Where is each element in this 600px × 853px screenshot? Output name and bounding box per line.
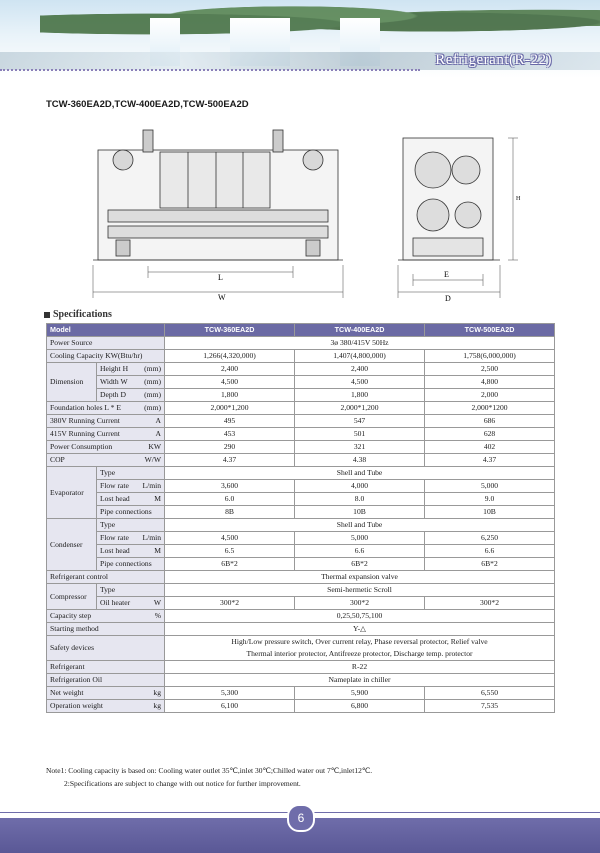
- cell-value: 501: [295, 428, 425, 441]
- cell-value: 6B*2: [295, 558, 425, 571]
- page-title: Refrigerant(R-22): [435, 52, 552, 68]
- table-row: [47, 623, 555, 636]
- cell-value: 4.37: [425, 454, 555, 467]
- table-row: [47, 636, 555, 661]
- group-label: Dimension: [47, 363, 97, 402]
- header-dotted-line: [0, 69, 420, 71]
- dim-label-D: D: [445, 294, 451, 303]
- table-row: [47, 389, 555, 402]
- cell-value: 6B*2: [165, 558, 295, 571]
- unit-text: A: [155, 429, 162, 438]
- cell-value: 2,000*1200: [425, 402, 555, 415]
- row-label-text: Power Consumption: [50, 442, 113, 451]
- group-label: Evaporator: [47, 467, 97, 519]
- cell-value: 2,000*1,200: [165, 402, 295, 415]
- section-title: Specifications: [53, 309, 112, 320]
- table-row: [47, 350, 555, 363]
- unit-text: (mm): [144, 364, 162, 373]
- sub-label-text: Flow rate: [100, 533, 129, 542]
- cell-value: 290: [165, 441, 295, 454]
- section-heading: [44, 309, 112, 320]
- cell-value: 495: [165, 415, 295, 428]
- table-row: [47, 467, 555, 480]
- sub-label: Pipe connections: [97, 558, 165, 571]
- cell-value: Nameplate in chiller: [165, 674, 555, 687]
- table-row: [47, 674, 555, 687]
- cell-value: 321: [295, 441, 425, 454]
- cell-value: 4,500: [295, 376, 425, 389]
- cell-value: 686: [425, 415, 555, 428]
- sub-label: [97, 532, 165, 545]
- cell-value: 628: [425, 428, 555, 441]
- row-label: Cooling Capacity KW(Btu/hr): [47, 350, 165, 363]
- row-label-text: 380V Running Current: [50, 416, 120, 425]
- dim-label-H: H: [516, 196, 521, 202]
- header-banner: [0, 0, 600, 78]
- cell-value: 6.6: [295, 545, 425, 558]
- cell-value: 4.38: [295, 454, 425, 467]
- cell-value: Y-△: [165, 623, 555, 636]
- sub-label: [97, 597, 165, 610]
- row-label: [47, 454, 165, 467]
- note-1: Note1: Cooling capacity is based on: Cooling water outlet 35℃,inlet 30℃;Chilled water out 7℃,inlet12℃.: [46, 766, 373, 775]
- safety-line-2: Thermal interior protector, Antifreeze protector, Discharge temp. protector: [246, 649, 473, 658]
- col-header-model-2: TCW-400EA2D: [295, 324, 425, 337]
- cell-value: 2,000: [425, 389, 555, 402]
- cell-value: Shell and Tube: [165, 519, 555, 532]
- table-row: [47, 493, 555, 506]
- table-row: [47, 687, 555, 700]
- cell-value: 2,400: [165, 363, 295, 376]
- table-row: [47, 376, 555, 389]
- row-label-text: Operation weight: [50, 701, 103, 710]
- cell-value: 300*2: [165, 597, 295, 610]
- cell-value: 402: [425, 441, 555, 454]
- unit-text: L/min: [142, 533, 162, 542]
- cell-value: 4.37: [165, 454, 295, 467]
- unit-text: L/min: [142, 481, 162, 490]
- unit-text: (mm): [144, 390, 162, 399]
- cell-value: 6.5: [165, 545, 295, 558]
- cell-value: 6,550: [425, 687, 555, 700]
- front-view: [93, 130, 343, 260]
- cell-value: 5,000: [295, 532, 425, 545]
- table-row: [47, 480, 555, 493]
- sub-label: Type: [97, 519, 165, 532]
- sub-label: Type: [97, 584, 165, 597]
- table-row: [47, 584, 555, 597]
- sub-label: [97, 363, 165, 376]
- bullet-square-icon: [44, 312, 50, 318]
- table-row: [47, 402, 555, 415]
- cell-value: 4,000: [295, 480, 425, 493]
- models-heading: TCW-360EA2D,TCW-400EA2D,TCW-500EA2D: [46, 99, 249, 110]
- sub-label: [97, 493, 165, 506]
- row-label: Refrigerant control: [47, 571, 165, 584]
- group-label: Condenser: [47, 519, 97, 571]
- table-row: [47, 363, 555, 376]
- sub-label-text: Oil heater: [100, 598, 131, 607]
- col-header-model-3: TCW-500EA2D: [425, 324, 555, 337]
- row-label: [47, 428, 165, 441]
- row-label-text: Net weight: [50, 688, 84, 697]
- table-row: [47, 337, 555, 350]
- sub-label: [97, 545, 165, 558]
- sub-label-text: Width W: [100, 377, 128, 386]
- row-label-text: COP: [50, 455, 65, 464]
- unit-text: %: [154, 611, 162, 620]
- cell-value: R-22: [165, 661, 555, 674]
- table-row: [47, 597, 555, 610]
- row-label: [47, 441, 165, 454]
- sub-label: [97, 480, 165, 493]
- unit-text: M: [154, 494, 162, 503]
- sub-label-text: Lost head: [100, 546, 130, 555]
- cell-value: 4,500: [165, 376, 295, 389]
- cell-value: 6,250: [425, 532, 555, 545]
- cell-value: 0,25,50,75,100: [165, 610, 555, 623]
- row-label: Safety devices: [47, 636, 165, 661]
- unit-text: A: [155, 416, 162, 425]
- notes: [46, 764, 372, 790]
- cell-value: 6.6: [425, 545, 555, 558]
- row-label: Refrigeration Oil: [47, 674, 165, 687]
- cell-value: 2,000*1,200: [295, 402, 425, 415]
- table-row: [47, 571, 555, 584]
- safety-line-1: High/Low pressure switch, Over current relay, Phase reversal protector, Relief valve: [231, 637, 488, 646]
- table-row: [47, 415, 555, 428]
- row-label-text: Capacity step: [50, 611, 92, 620]
- table-row: [47, 545, 555, 558]
- table-row: [47, 558, 555, 571]
- table-row: [47, 506, 555, 519]
- table-row: [47, 519, 555, 532]
- page-number: 6: [287, 804, 315, 832]
- cell-value: 10B: [425, 506, 555, 519]
- col-header-model: Model: [47, 324, 165, 337]
- row-label: [47, 610, 165, 623]
- cell-value: 6B*2: [425, 558, 555, 571]
- cell-value: 8B: [165, 506, 295, 519]
- cell-value: 300*2: [425, 597, 555, 610]
- banner-trees: [40, 0, 600, 40]
- sub-label-text: Height H: [100, 364, 129, 373]
- cell-value: 453: [165, 428, 295, 441]
- row-label-text: 415V Running Current: [50, 429, 120, 438]
- table-row: [47, 428, 555, 441]
- cell-value: 7,535: [425, 700, 555, 713]
- spec-table: [46, 323, 555, 713]
- cell-value: 6,800: [295, 700, 425, 713]
- row-label: [47, 402, 165, 415]
- chiller-drawing: [88, 120, 528, 305]
- cell-value: 10B: [295, 506, 425, 519]
- row-label: Power Source: [47, 337, 165, 350]
- cell-value: [165, 636, 555, 661]
- row-label: Refrigerant: [47, 661, 165, 674]
- cell-value: 1,266(4,320,000): [165, 350, 295, 363]
- table-row: [47, 441, 555, 454]
- group-label: Compressor: [47, 584, 97, 610]
- unit-text: kg: [153, 701, 162, 710]
- cell-value: 2,500: [425, 363, 555, 376]
- dim-label-W: W: [218, 293, 226, 302]
- cell-value: 3ø 380/415V 50Hz: [165, 337, 555, 350]
- cell-value: 1,800: [295, 389, 425, 402]
- row-label: [47, 687, 165, 700]
- dim-label-E: E: [444, 270, 449, 279]
- cell-value: 5,900: [295, 687, 425, 700]
- table-row: [47, 454, 555, 467]
- cell-value: 1,758(6,000,000): [425, 350, 555, 363]
- unit-text: (mm): [144, 377, 162, 386]
- sub-label-text: Flow rate: [100, 481, 129, 490]
- cell-value: 5,000: [425, 480, 555, 493]
- sub-label: [97, 376, 165, 389]
- cell-value: 547: [295, 415, 425, 428]
- table-row: [47, 610, 555, 623]
- cell-value: 2,400: [295, 363, 425, 376]
- sub-label-text: Lost head: [100, 494, 130, 503]
- cell-value: 6.0: [165, 493, 295, 506]
- table-row: [47, 661, 555, 674]
- cell-value: 4,500: [165, 532, 295, 545]
- cell-value: 3,600: [165, 480, 295, 493]
- dim-label-L: L: [218, 273, 223, 282]
- sub-label: Type: [97, 467, 165, 480]
- table-row: [47, 532, 555, 545]
- unit-text: kg: [153, 688, 162, 697]
- note-2: 2:Specifications are subject to change with out notice for further improvement.: [64, 779, 301, 788]
- sub-label: [97, 389, 165, 402]
- unit-text: M: [154, 546, 162, 555]
- side-view: [398, 138, 500, 260]
- cell-value: 4,800: [425, 376, 555, 389]
- col-header-model-1: TCW-360EA2D: [165, 324, 295, 337]
- unit-text: W: [153, 598, 162, 607]
- cell-value: Shell and Tube: [165, 467, 555, 480]
- unit-text: KW: [148, 442, 162, 451]
- cell-value: 6,100: [165, 700, 295, 713]
- cell-value: 1,800: [165, 389, 295, 402]
- row-label: [47, 415, 165, 428]
- cell-value: 9.0: [425, 493, 555, 506]
- sub-label-text: Depth D: [100, 390, 126, 399]
- cell-value: 300*2: [295, 597, 425, 610]
- sub-label: Pipe connections: [97, 506, 165, 519]
- cell-value: 1,407(4,800,000): [295, 350, 425, 363]
- row-label-text: Foundation holes L * E: [50, 403, 122, 412]
- row-label: [47, 700, 165, 713]
- cell-value: 5,300: [165, 687, 295, 700]
- row-label: Starting method: [47, 623, 165, 636]
- cell-value: Thermal expansion valve: [165, 571, 555, 584]
- unit-text: (mm): [144, 403, 162, 412]
- table-header-row: [47, 324, 555, 337]
- cell-value: Semi-hermetic Scroll: [165, 584, 555, 597]
- cell-value: 8.0: [295, 493, 425, 506]
- table-row: [47, 700, 555, 713]
- unit-text: W/W: [144, 455, 162, 464]
